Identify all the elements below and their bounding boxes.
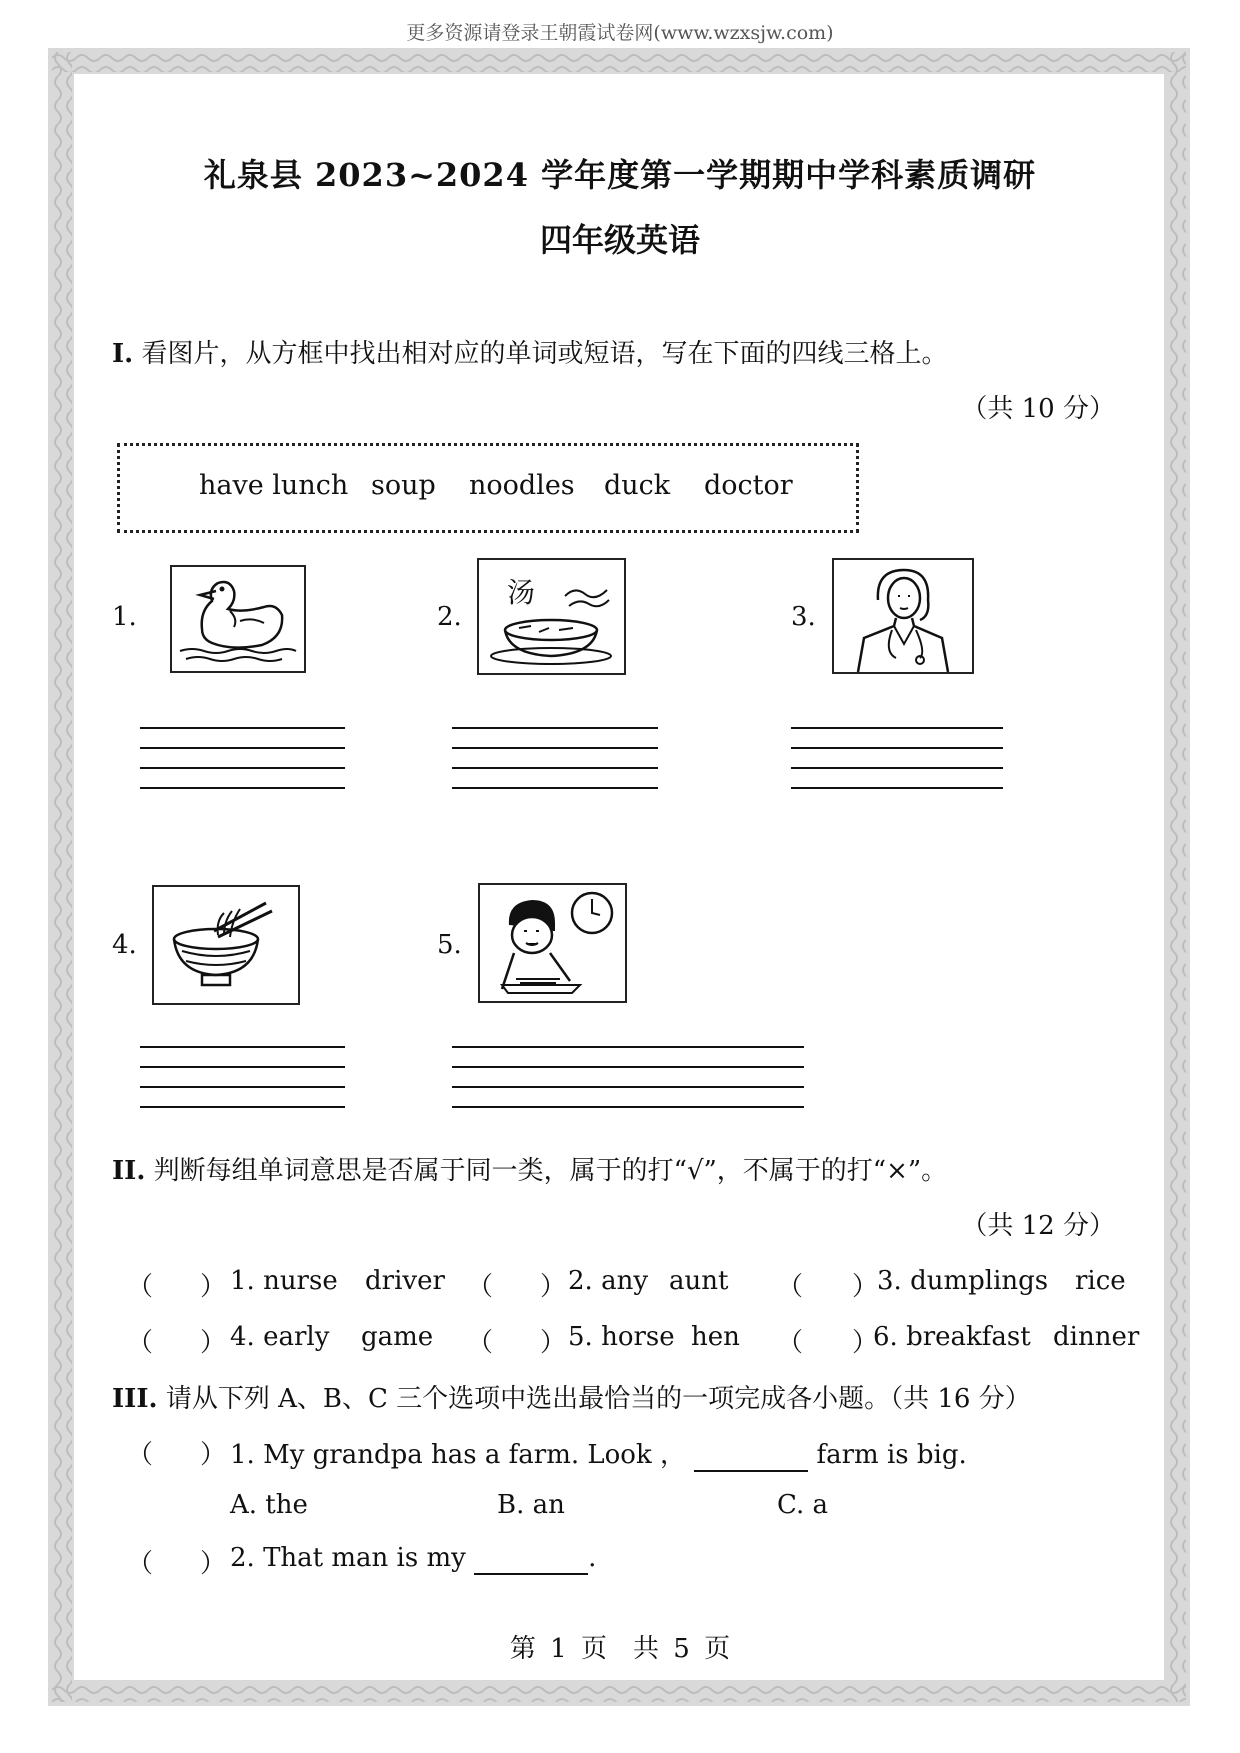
section1-number: I. [112, 339, 134, 369]
section3-instruction: 请从下列 A、B、C 三个选项中选出最恰当的一项完成各小题。（共 16 分） [165, 1384, 1031, 1414]
section2-instruction: 判断每组单词意思是否属于同一类，属于的打“√”，不属于的打“×”。 [153, 1156, 948, 1186]
judge-item-word: aunt [669, 1266, 729, 1296]
judge-item-label: 1. nurse [230, 1266, 338, 1296]
question-1-text: 1. My grandpa has a farm. Look ， [230, 1440, 686, 1470]
item-number: 1. [112, 602, 137, 632]
judge-item-word: driver [365, 1266, 445, 1296]
exam-subtitle: 四年级英语 [539, 221, 700, 259]
duck-picture [170, 565, 306, 673]
option-a[interactable]: A. the [230, 1490, 308, 1520]
writing-lines[interactable] [140, 727, 345, 791]
section1-heading [112, 333, 948, 370]
judge-item-label: 5. horse [568, 1322, 675, 1352]
section2-number: II. [112, 1156, 146, 1186]
page-number: 第 1 页 共 5 页 [509, 1634, 731, 1664]
judge-item-label: 3. dumplings [877, 1266, 1049, 1296]
soup-char-label: 汤 [507, 576, 536, 609]
answer-paren-open: （ [127, 1549, 154, 1579]
answer-paren-open: （ [777, 1272, 804, 1302]
question-1-blank[interactable] [694, 1440, 808, 1472]
word-bank-item: soup [371, 470, 436, 501]
soup-bowl-icon [479, 560, 624, 673]
answer-paren-open: （ [467, 1272, 494, 1302]
judge-item-label: 2. any [568, 1266, 649, 1296]
judge-item-label: 6. breakfast [873, 1322, 1031, 1352]
item-number: 2. [437, 602, 462, 632]
noodles-picture [152, 885, 300, 1005]
question-1-text-end: farm is big. [816, 1440, 967, 1470]
answer-paren-close[interactable]: ） [200, 1328, 227, 1358]
option-b[interactable]: B. an [497, 1490, 565, 1520]
question-1 [230, 1434, 967, 1472]
question-2-text: 2. That man is my [230, 1543, 466, 1573]
boy-eating-icon [480, 885, 625, 1001]
section3-heading [112, 1378, 1031, 1415]
doctor-icon [834, 560, 972, 672]
judge-item-label: 4. early [230, 1322, 330, 1352]
word-bank-item: noodles [469, 470, 575, 501]
noodle-bowl-icon [154, 887, 298, 1003]
item-number: 3. [791, 602, 816, 632]
word-bank-item: doctor [704, 470, 793, 501]
duck-icon [172, 567, 304, 671]
judge-item-word: hen [691, 1322, 740, 1352]
answer-paren-open: （ [127, 1440, 154, 1470]
have-lunch-picture [478, 883, 627, 1003]
answer-paren-close[interactable]: ） [200, 1549, 227, 1579]
section3-number: III. [112, 1384, 158, 1414]
section2-score: （共 12 分） [961, 1211, 1115, 1241]
answer-paren-close[interactable]: ） [852, 1328, 879, 1358]
watermark-text: 更多资源请登录王朝霞试卷网(www.wzxsjw.com) [406, 22, 834, 44]
item-number: 5. [437, 930, 462, 960]
section2-heading [112, 1150, 947, 1187]
answer-paren-close[interactable]: ） [852, 1272, 879, 1302]
question-2 [230, 1543, 596, 1575]
question-2-text-end: . [588, 1543, 597, 1573]
answer-paren-close[interactable]: ） [200, 1272, 227, 1302]
judge-item-word: rice [1075, 1266, 1126, 1296]
answer-paren-open: （ [467, 1328, 494, 1358]
word-bank-item: duck [604, 470, 671, 501]
judge-item-word: dinner [1053, 1322, 1140, 1352]
exam-title: 礼泉县 2023~2024 学年度第一学期期中学科素质调研 [203, 156, 1037, 194]
answer-paren-open: （ [127, 1328, 154, 1358]
question-2-blank[interactable] [474, 1543, 588, 1575]
writing-lines[interactable] [452, 727, 658, 791]
writing-lines[interactable] [140, 1046, 345, 1110]
writing-lines[interactable] [452, 1046, 804, 1110]
section1-instruction: 看图片，从方框中找出相对应的单词或短语，写在下面的四线三格上。 [141, 339, 948, 369]
judge-item-word: game [361, 1322, 434, 1352]
writing-lines[interactable] [791, 727, 1003, 791]
answer-paren-close[interactable]: ） [540, 1272, 567, 1302]
word-bank-item: have lunch [199, 470, 349, 501]
section1-score: （共 10 分） [961, 394, 1115, 424]
soup-picture [477, 558, 626, 675]
option-c[interactable]: C. a [777, 1490, 828, 1520]
item-number: 4. [112, 930, 137, 960]
answer-paren-open: （ [127, 1272, 154, 1302]
answer-paren-open: （ [777, 1328, 804, 1358]
doctor-picture [832, 558, 974, 674]
answer-paren-close[interactable]: ） [540, 1328, 567, 1358]
answer-paren-close[interactable]: ） [200, 1440, 227, 1470]
